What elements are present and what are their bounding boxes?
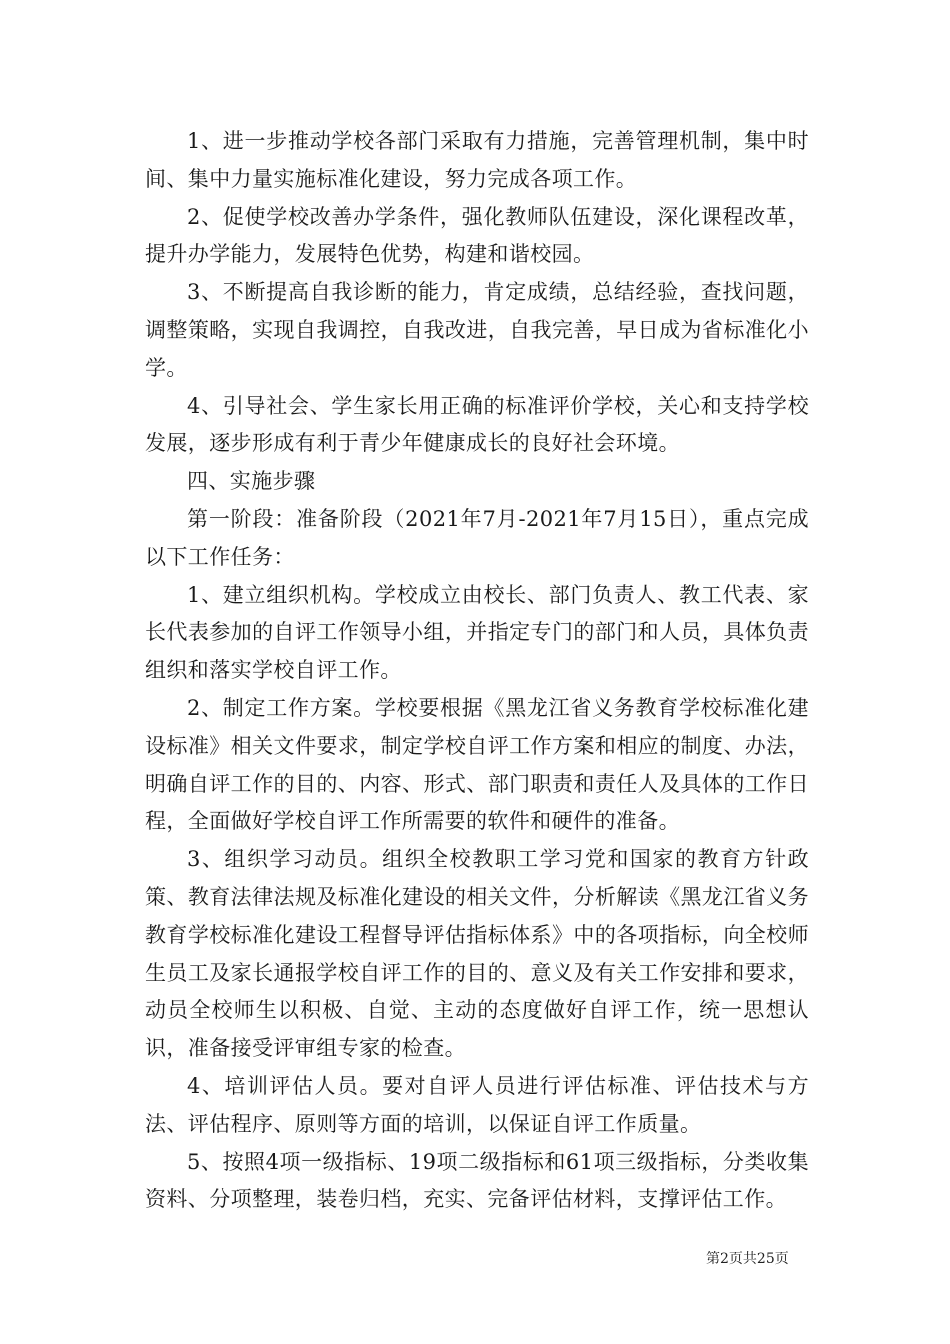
page-number: 第2页共25页 — [706, 1251, 789, 1267]
document-body — [145, 123, 809, 1219]
paragraph-phase-1: 第一阶段：准备阶段（2021年7月-2021年7月15日），重点完成以下工作任务： — [145, 506, 809, 569]
section-heading-steps: 四、实施步骤 — [187, 469, 316, 494]
paragraph-task-3: 3、组织学习动员。组织全校教职工学习党和国家的教育方针政策、教育法律法规及标准化建设的相关文件，分析解读《黑龙江省义务教育学校标准化建设工程督导评估指标体系》中的各项指标，向全校师生员工及家长通报学校自评工作的目的、意义及有关工作安排和要求，动员全校师生以积极、自觉、主动的态度做好自评工作，统一思想认识，准备接受评审组专家的检查。 — [145, 847, 809, 1061]
paragraph-task-5: 5、按照4项一级指标、19项二级指标和61项三级指标，分类收集资料、分项整理，装卷归档，充实、完备评估材料，支撑评估工作。 — [145, 1149, 809, 1212]
paragraph-goal-2: 2、促使学校改善办学条件，强化教师队伍建设，深化课程改革，提升办学能力，发展特色优势，构建和谐校园。 — [145, 204, 809, 267]
paragraph-task-1: 1、建立组织机构。学校成立由校长、部门负责人、教工代表、家长代表参加的自评工作领导小组，并指定专门的部门和人员，具体负责组织和落实学校自评工作。 — [145, 582, 809, 683]
paragraph-goal-3: 3、不断提高自我诊断的能力，肯定成绩，总结经验，查找问题，调整策略，实现自我调控，自我改进，自我完善，早日成为省标准化小学。 — [145, 280, 809, 380]
paragraph-goal-4: 4、引导社会、学生家长用正确的标准评价学校，关心和支持学校发展，逐步形成有利于青少年健康成长的良好社会环境。 — [145, 393, 809, 456]
paragraph-goal-1: 1、进一步推动学校各部门采取有力措施，完善管理机制，集中时间、集中力量实施标准化建设，努力完成各项工作。 — [145, 129, 809, 191]
paragraph-task-2: 2、制定工作方案。学校要根据《黑龙江省义务教育学校标准化建设标准》相关文件要求，制定学校自评工作方案和相应的制度、办法，明确自评工作的目的、内容、形式、部门职责和责任人及具体的工作日程，全面做好学校自评工作所需要的软件和硬件的准备。 — [145, 695, 809, 834]
paragraph-task-4: 4、培训评估人员。要对自评人员进行评估标准、评估技术与方法、评估程序、原则等方面的培训，以保证自评工作质量。 — [145, 1073, 809, 1136]
